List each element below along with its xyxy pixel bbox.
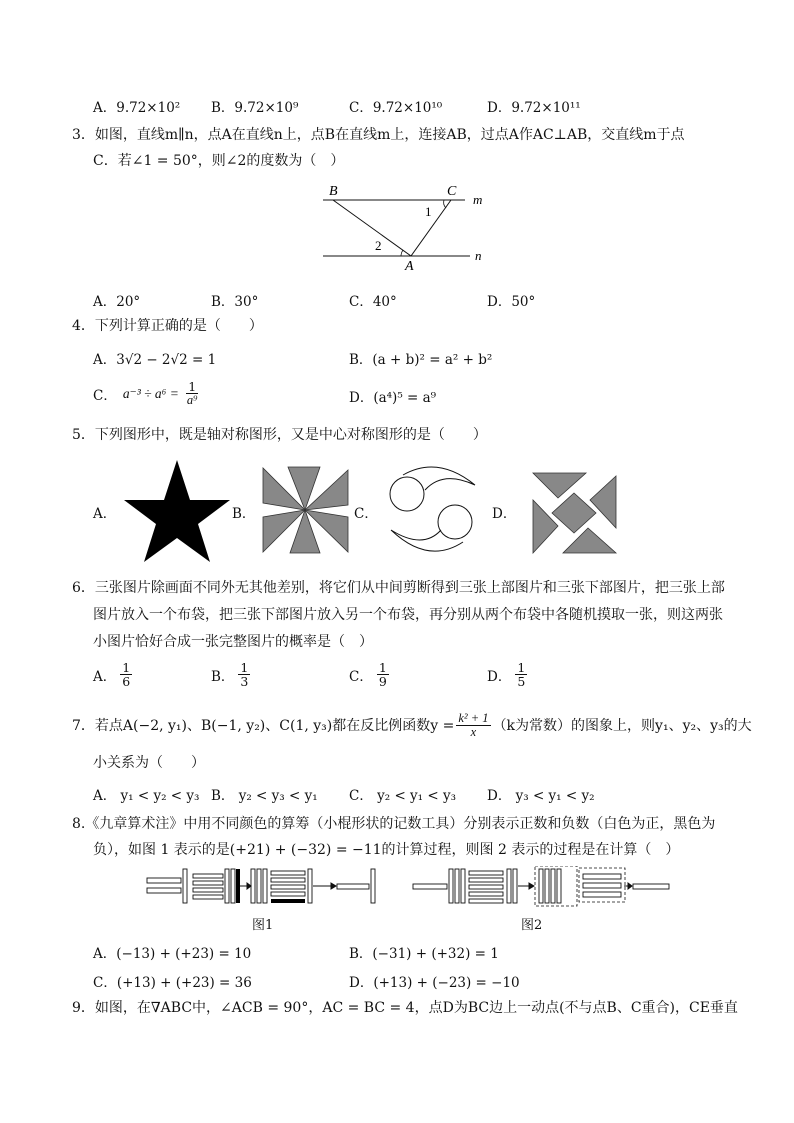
- fraction-denominator: 9: [378, 674, 387, 689]
- q6-option-b: [211, 661, 250, 688]
- q4-option-c: [93, 380, 199, 407]
- fraction-denominator: 5: [517, 674, 526, 689]
- q3-option-b: B．30°: [211, 294, 259, 310]
- q7-option-c: C． y₂ < y₁ < y₃: [349, 788, 457, 804]
- segment-ab: [333, 200, 411, 256]
- q6-option-a: [93, 661, 132, 688]
- triangles-square-figure: [528, 468, 620, 558]
- fig1-caption: 图1: [252, 918, 274, 933]
- fraction-denominator: 6: [122, 674, 131, 689]
- q3-stem-line2: C．若∠1 = 50°，则∠2的度数为（ ）: [93, 153, 345, 169]
- q7-stem-line2: 小关系为（ ）: [93, 755, 205, 771]
- q6-option-d-label: D．: [487, 668, 512, 685]
- q6-option-c-label: C．: [349, 668, 373, 685]
- q5-label-a: A．: [93, 506, 117, 522]
- label-n: n: [475, 248, 482, 263]
- q7-option-a: A． y₁ < y₂ < y₃: [93, 788, 200, 804]
- q6-stem-line1: 6．三张图片除画面不同外无其他差别，将它们从中间剪断得到三张上部图片和三张下部图片，把三张上部: [72, 580, 725, 596]
- q8-counting-rods-figure: [145, 866, 675, 914]
- q6-option-d: [487, 661, 527, 688]
- fraction-denominator: x: [470, 725, 477, 739]
- q8-option-b: B．(−31) + (+32) = 1: [349, 946, 499, 962]
- label-b: B: [329, 184, 338, 199]
- q7-stem-post: （k为常数）的图象上，则y₁、y₂、y₃的大: [492, 717, 752, 734]
- q2-option-d: D．9.72×10¹¹: [487, 100, 581, 116]
- q4-option-a: A．3√2 − 2√2 = 1: [93, 352, 217, 368]
- q7-option-d: D． y₃ < y₁ < y₂: [487, 788, 595, 804]
- q2-option-c: C．9.72×10¹⁰: [349, 100, 443, 116]
- q4-option-c-fraction: [185, 380, 200, 407]
- q8-option-c: C．(+13) + (+23) = 36: [93, 975, 252, 991]
- q4-option-c-label: C．: [93, 387, 117, 404]
- fraction-denominator: 3: [240, 674, 249, 689]
- q5-label-c: C．: [354, 506, 378, 522]
- q2-option-b: B．9.72×10⁹: [211, 100, 299, 116]
- q7-option-b: B． y₂ < y₃ < y₁: [211, 788, 318, 804]
- pinwheel-blades: [263, 467, 348, 553]
- q6-stem-line2: 图片放入一个布袋，把三张下部图片放入另一个布袋，再分别从两个布袋中各随机摸取一张，则这两张: [93, 607, 723, 623]
- crescent-circles-figure: [383, 460, 483, 560]
- crescent-circles-shape: [390, 467, 475, 551]
- q9-stem-line1: 9．如图，在∇ABC中，∠ACB = 90°，AC = BC = 4，点D为BC边上一动点(不与点B、C重合)，CE垂直: [72, 1000, 738, 1016]
- fraction-numerator: 1: [378, 660, 387, 675]
- star-figure: [122, 458, 232, 562]
- q4-option-b: B．(a + b)² = a² + b²: [349, 352, 493, 368]
- q8-option-a: A．(−13) + (+23) = 10: [93, 946, 252, 962]
- q7-stem-pre: 7．若点A(−2, y₁)、B(−1, y₂)、C(1, y₃)都在反比例函数y =: [72, 717, 455, 734]
- q4-option-c-expr: a⁻³ ÷ a⁶ =: [122, 385, 179, 401]
- fig2-caption: 图2: [521, 918, 543, 933]
- q6-option-a-label: A．: [93, 668, 117, 685]
- figure1-rods: [147, 869, 375, 903]
- fraction-numerator: 1: [188, 379, 197, 394]
- q5-label-d: D．: [492, 506, 517, 522]
- fraction-numerator: 1: [122, 660, 131, 675]
- q3-stem-line1: 3．如图，直线m∥n，点A在直线n上，点B在直线m上，连接AB，过点A作AC⊥AB，交直线m于点: [72, 127, 685, 143]
- q6-option-b-label: B．: [211, 668, 235, 685]
- fraction-numerator: 1: [240, 660, 249, 675]
- q4-option-d: D．(a⁴)⁵ = a⁹: [349, 390, 437, 406]
- q4-stem: 4．下列计算正确的是（ ）: [72, 318, 263, 334]
- label-c: C: [447, 184, 457, 199]
- q7-stem-line1: [72, 712, 752, 739]
- q8-stem-line2: 负），如图 1 表示的是(+21) + (−32) = −11的计算过程，则图 2 表示的过程是在计算（ ）: [93, 842, 680, 858]
- q3-option-c: C．40°: [349, 294, 397, 310]
- star-shape: [124, 460, 230, 562]
- label-m: m: [473, 192, 483, 207]
- q6-option-c: [349, 661, 389, 688]
- angle-2-arc: [401, 250, 403, 256]
- q5-label-b: B．: [232, 506, 256, 522]
- q2-option-a: A．9.72×10²: [93, 100, 181, 116]
- label-angle-1: 1: [425, 204, 432, 219]
- fraction-numerator: k² + 1: [458, 711, 489, 725]
- label-a: A: [405, 259, 414, 274]
- q3-figure: [315, 180, 495, 275]
- pinwheel-figure: [258, 465, 353, 555]
- q6-stem-line3: 小图片恰好合成一张完整图片的概率是（ ）: [93, 634, 373, 650]
- triangles-square-shape: [533, 473, 616, 553]
- fraction-denominator: a⁹: [186, 393, 198, 407]
- q5-stem: 5．下列图形中，既是轴对称图形，又是中心对称图形的是（ ）: [72, 427, 487, 443]
- fraction-numerator: 1: [517, 660, 526, 675]
- q8-option-d: D．(+13) + (−23) = −10: [349, 975, 520, 991]
- label-angle-2: 2: [375, 238, 382, 253]
- q8-stem-line1: 8.《九章算术注》中用不同颜色的算筹（小棍形状的记数工具）分别表示正数和负数（白色为正，黑色为: [72, 816, 716, 832]
- q3-option-a: A．20°: [93, 294, 141, 310]
- q3-option-d: D．50°: [487, 294, 536, 310]
